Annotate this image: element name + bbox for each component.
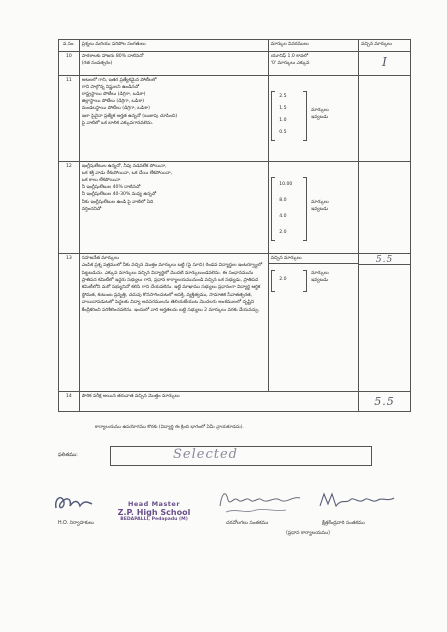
table-row (59, 392, 411, 412)
row-line: రాష్ట్రస్థాయి పోటీలు (డిగ్రిగా, ఒడిశా) (81, 92, 146, 98)
row-line: గాని పాల్గొన్న నిష్ణులని ఉండినచో (81, 85, 139, 91)
awarded-marks (359, 52, 411, 76)
row-number: 13 (59, 254, 80, 392)
row-line: ఇంగ్లీషులేటుల ఉన్నచో, నీవు నడవలేక పోయినా, (81, 164, 167, 169)
marks-value: 0.5 (279, 130, 287, 135)
row-number: 12 (59, 162, 80, 254)
row-line: (గత సంవత్సరం) (81, 61, 113, 67)
signature-center (216, 486, 306, 520)
row-line: పాఠశాలకు హాజరు 80% దాటినచో (81, 54, 144, 59)
row-paragraph: ఎంపిక ప్రశ్న పత్రములో నీకు వచ్చిన మొత్తం మార్కులు బట్టి (పై సూచి) రెండవ విద్యార్థుల ఇంటర్వ్యూలో పెట్టబడును. ఎక్కువ మార్కులు వచ్చిన విద్యార్థిలో మొదటి మార్కులుండవలెను. ఈ సంధానమును ప్రాతిపద కమిటీలో ఇద్దరు సభ్యులు గాని, ప్రధాన కార్యాలయమునుండి వచ్చిన ఒక సభ్యుడు, ప్రాతిపద కమిటీలోని మరో సభ్యునిచో కలిసి గాని చేయవలెను. ఇట్టి మాఖాము సభ్యులు ప్రధానంగా విద్యార్థి ఆర్థిక స్థోమత, కుటుంబ ప్రవృత్తి, చదువు కొనసాగించుటలో ఆసక్తి, వ్యక్తిత్వము, సామాజిక సేవాతత్పరత, వాయిదాపడుటలో పెద్దలకు విద్యా అవసరములను తెలియజేయుట మొదలగు అంశములలో దృష్టిని కేంద్రీకరించి పరిశీలించవలెను. ఇందులో వారి అర్హతలను బట్టి సభ్యులు 2 మార్కులు వరకు వేయవచ్చు. (81, 263, 263, 313)
row-number: 10 (59, 52, 80, 76)
awarded-marks (359, 162, 411, 254)
row-line: మండలస్థాయి పోటీలు (డిగ్రిగా, ఒడిశా) (81, 106, 150, 112)
row-number: 14 (59, 392, 80, 412)
office-use-note: కార్యాలయము ఉపయోగము కొరకు (విద్యార్థి ఈ క్రింది భాగంలో ఏమీ వ్రాయకూడదు). (95, 425, 244, 430)
row-description (79, 254, 268, 392)
awarded-marks (359, 254, 411, 392)
marks-text: మార్కులు (311, 200, 329, 205)
header-marks-detail: మార్కుల వివరములు (268, 40, 358, 52)
left-sign-label: H.O. నిర్వాహకులు (58, 521, 94, 526)
marks-text: ఇవ్వబడు (311, 207, 329, 213)
signature-right-graphic (318, 488, 398, 512)
signature-right (318, 488, 398, 516)
row-description (79, 52, 268, 76)
marks-text: ఇవ్వబడు (311, 278, 329, 284)
row-marks (268, 76, 358, 162)
signature-left-graphic (52, 492, 96, 514)
table-header-row (59, 40, 411, 52)
marks-value: 8.0 (279, 198, 287, 203)
row-description (79, 76, 268, 162)
table-row (59, 162, 411, 254)
row-marks (268, 162, 358, 254)
row-marks (268, 254, 358, 392)
result-box (110, 446, 372, 466)
awarded-value: I (382, 55, 387, 69)
marks-value: 2.0 (279, 277, 287, 283)
result-value: Selected (173, 447, 238, 462)
marks-value: 10.00 (279, 182, 293, 187)
row-line: ఒక కాలు లేకపోయినా (81, 178, 121, 184)
marks-text: మార్కులు (311, 271, 329, 277)
row-line: ఒక శక్తి వాడు రేకుపోయినా, ఒక చేయి లేకపోయినా, (81, 171, 173, 177)
signature-left (52, 492, 96, 518)
header-awarded: వచ్చిన మార్కులు (359, 40, 411, 52)
evaluation-table (58, 39, 411, 412)
header-topic: ప్రశ్నలు మరియు పరిపోల సంగతులు (79, 40, 268, 52)
marks-text: యూనిఫ్ 1.0 కావలో (270, 54, 309, 59)
marks-value: 4.0 (279, 214, 287, 219)
stamp-line: BEDAPALLI, Pedapadu (M) (120, 517, 188, 522)
row-line: పై వాటిలో ఒక బాలిక ఎక్కువగానవలెను. (81, 120, 154, 126)
head-master-stamp (104, 500, 204, 522)
row-description (79, 162, 268, 254)
right-sign-label: క్షేత్రకేంద్రవారి సంతకము (322, 521, 365, 526)
marks-value: 2.5 (279, 94, 287, 99)
row-line: నీ ఇంగ్లీషులేటుల 40-30% మధ్య ఉన్నచో (81, 192, 157, 198)
marks-text: మార్కులు (311, 108, 329, 113)
row-line: ఇలా పైవైనా ప్రత్యేక అర్హత ఉన్నచో (బుజాపు చూపించి) (81, 113, 178, 119)
marks-value: 1.5 (279, 106, 287, 111)
row-line: నీకు ఇంగ్లీషులేటుల ఉండి పై వాటిలో ఏది (81, 199, 154, 205)
table-row (59, 76, 411, 162)
right-sign-sub: (ప్రధాన కార్యాలయము) (286, 531, 331, 536)
row-number: 11 (59, 76, 80, 162)
row-line: సహజనేత మార్కులు (81, 256, 119, 261)
awarded-value: 5.5 (374, 395, 395, 408)
stamp-line: Z.P. High School (117, 508, 191, 517)
signature-center-graphic (216, 486, 306, 516)
marks-value: 2.0 (279, 230, 287, 235)
row-line: అటలలో గాని, ఇతర ప్రత్యేకమైన పోటీలలో (81, 78, 157, 83)
result-label: ఫలితము: (58, 452, 78, 458)
marks-text: ఇవ్వబడు (311, 115, 329, 121)
marks-text: '0' మార్కులు ఎక్కువ (270, 61, 310, 67)
center-sign-label: చరవోలగలు సంతకము (226, 521, 269, 526)
row-description (79, 392, 358, 412)
row-line: జిల్లాస్థాయి పోటీలు (డిగ్రిగా, ఒడిశా) (81, 99, 145, 105)
table-row (59, 52, 411, 76)
row-line: పౌరిక పరీక్ష అయిన తరువాత వచ్చిన మొత్తం మార్కులు (81, 394, 180, 399)
awarded-marks (359, 392, 411, 412)
marks-value: 1.0 (279, 118, 287, 123)
row-marks (268, 52, 358, 76)
row-line: నీ ఇంగ్లీషులేటుల 40% దాటినచో (81, 185, 141, 191)
table-row (59, 254, 411, 392)
stamp-line: Head Master (127, 500, 181, 508)
awarded-marks (359, 76, 411, 162)
row-line: వర్తించనిచో (81, 206, 102, 212)
marks-head: వచ్చిన మార్కులు (269, 254, 358, 264)
awarded-value: 5.5 (375, 255, 394, 265)
header-sno: వ.సం. (59, 40, 80, 52)
